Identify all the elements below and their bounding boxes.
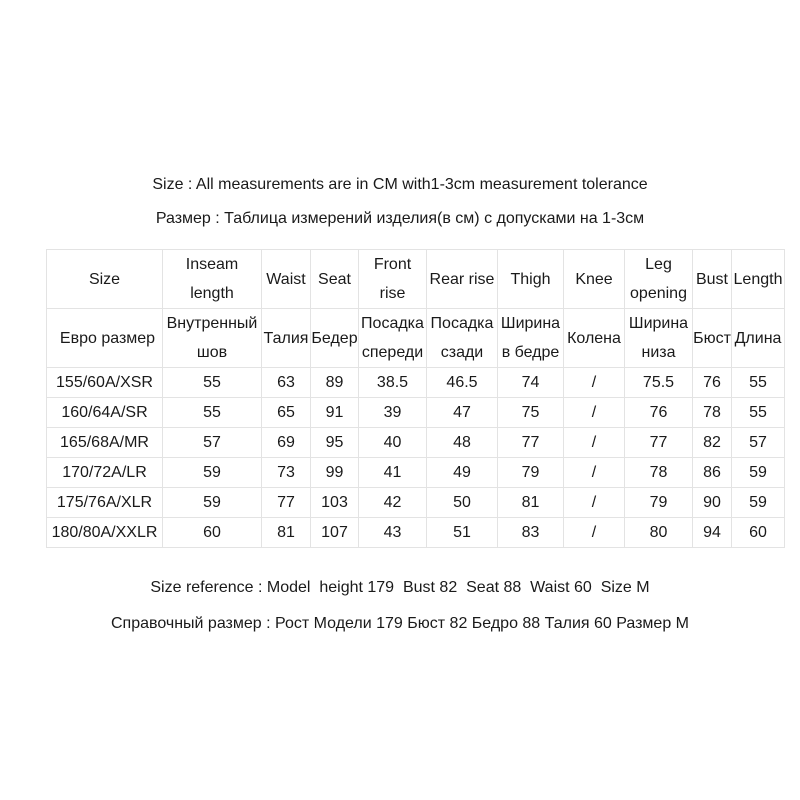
size-caption-en: Size : All measurements are in CM with1-3cm measurement tolerance xyxy=(152,176,648,193)
cell-front-rise: 39 xyxy=(359,398,427,428)
header-cell-knee xyxy=(564,309,625,368)
cell-rear-rise: 47 xyxy=(427,398,498,428)
header-cell-seat xyxy=(311,309,359,368)
table-row xyxy=(47,368,785,398)
cell-knee: / xyxy=(564,518,625,548)
header-cell-inseam-length xyxy=(163,309,262,368)
header-label-line1: Бедер xyxy=(311,329,358,347)
table-row xyxy=(47,458,785,488)
cell-waist: 65 xyxy=(262,398,311,428)
header-label-line2: в бедре xyxy=(501,344,560,361)
size-reference-ru: Справочный размер : Рост Модели 179 Бюст 82 Бедро 88 Талия 60 Размер M xyxy=(110,615,689,632)
cell-length: 59 xyxy=(732,458,785,488)
cell-seat: 95 xyxy=(311,428,359,458)
header-cell-front-rise xyxy=(359,250,427,309)
cell-front-rise: 40 xyxy=(359,428,427,458)
header-cell-knee xyxy=(564,250,625,309)
cell-front-rise: 38.5 xyxy=(359,368,427,398)
cell-leg-opening: 79 xyxy=(625,488,693,518)
header-label-line1: Leg xyxy=(645,256,672,273)
header-cell-inseam-length xyxy=(163,250,262,309)
cell-waist: 73 xyxy=(262,458,311,488)
header-cell-seat xyxy=(311,250,359,309)
header-label-line1: Length xyxy=(733,270,783,288)
header-label-line2: length xyxy=(190,285,234,302)
header-cell-leg-opening xyxy=(625,250,693,309)
cell-bust: 76 xyxy=(693,368,732,398)
cell-front-rise: 43 xyxy=(359,518,427,548)
cell-thigh: 79 xyxy=(498,458,564,488)
header-label-line1: Waist xyxy=(266,270,306,288)
cell-size: 170/72A/LR xyxy=(47,458,163,488)
header-row-ru xyxy=(47,309,785,368)
header-cell-thigh xyxy=(498,309,564,368)
header-label-line1: Knee xyxy=(575,270,613,288)
header-cell-size xyxy=(47,250,163,309)
size-reference-en: Size reference : Model height 179 Bust 82 Seat 88 Waist 60 Size M xyxy=(150,579,650,596)
cell-rear-rise: 46.5 xyxy=(427,368,498,398)
cell-front-rise: 41 xyxy=(359,458,427,488)
header-label-line1: Посадка xyxy=(430,315,494,332)
cell-thigh: 83 xyxy=(498,518,564,548)
cell-length: 57 xyxy=(732,428,785,458)
header-label-line1: Front xyxy=(373,256,412,273)
header-cell-rear-rise xyxy=(427,250,498,309)
header-label-line1: Thigh xyxy=(510,270,551,288)
cell-rear-rise: 49 xyxy=(427,458,498,488)
size-caption-ru: Размер : Таблица измерений изделия(в см) с допусками на 1-3см xyxy=(155,210,645,227)
cell-length: 55 xyxy=(732,368,785,398)
cell-thigh: 77 xyxy=(498,428,564,458)
header-label-line2: шов xyxy=(196,344,228,361)
header-label-line1: Талия xyxy=(263,329,309,347)
cell-knee: / xyxy=(564,398,625,428)
header-label-line2: сзади xyxy=(440,344,484,361)
header-cell-rear-rise xyxy=(427,309,498,368)
cell-size: 160/64A/SR xyxy=(47,398,163,428)
header-cell-leg-opening xyxy=(625,309,693,368)
cell-length: 59 xyxy=(732,488,785,518)
header-label-line1: Rear rise xyxy=(429,270,495,288)
header-label-line2: rise xyxy=(379,285,406,302)
cell-seat: 103 xyxy=(311,488,359,518)
cell-thigh: 81 xyxy=(498,488,564,518)
cell-size: 180/80A/XXLR xyxy=(47,518,163,548)
cell-rear-rise: 51 xyxy=(427,518,498,548)
cell-leg-opening: 78 xyxy=(625,458,693,488)
header-label-line1: Посадка xyxy=(361,315,424,332)
cell-seat: 91 xyxy=(311,398,359,428)
cell-bust: 90 xyxy=(693,488,732,518)
header-cell-waist xyxy=(262,250,311,309)
cell-waist: 63 xyxy=(262,368,311,398)
header-label-line1: Ширина xyxy=(628,315,689,332)
cell-bust: 78 xyxy=(693,398,732,428)
table-row xyxy=(47,428,785,458)
cell-inseam-length: 57 xyxy=(163,428,262,458)
cell-knee: / xyxy=(564,488,625,518)
header-row-en xyxy=(47,250,785,309)
cell-length: 55 xyxy=(732,398,785,428)
cell-thigh: 74 xyxy=(498,368,564,398)
header-label-line1: Евро размер xyxy=(59,329,156,347)
header-label-line2: opening xyxy=(630,285,687,302)
cell-size: 155/60A/XSR xyxy=(47,368,163,398)
header-label-line1: Inseam xyxy=(185,256,239,273)
cell-inseam-length: 55 xyxy=(163,398,262,428)
size-table xyxy=(46,249,785,548)
cell-leg-opening: 77 xyxy=(625,428,693,458)
cell-inseam-length: 60 xyxy=(163,518,262,548)
header-label-line1: Ширина xyxy=(500,315,561,332)
header-cell-waist xyxy=(262,309,311,368)
cell-rear-rise: 48 xyxy=(427,428,498,458)
header-label-line1: Внутренный xyxy=(166,315,258,332)
header-label-line1: Колена xyxy=(567,329,621,347)
cell-waist: 77 xyxy=(262,488,311,518)
header-cell-length xyxy=(732,250,785,309)
cell-front-rise: 42 xyxy=(359,488,427,518)
header-cell-bust xyxy=(693,250,732,309)
header-label-line1: Seat xyxy=(318,270,351,288)
cell-seat: 99 xyxy=(311,458,359,488)
cell-knee: / xyxy=(564,368,625,398)
header-cell-thigh xyxy=(498,250,564,309)
cell-bust: 82 xyxy=(693,428,732,458)
cell-leg-opening: 80 xyxy=(625,518,693,548)
cell-size: 165/68A/MR xyxy=(47,428,163,458)
cell-knee: / xyxy=(564,428,625,458)
table-row xyxy=(47,398,785,428)
header-label-line2: спереди xyxy=(361,344,424,361)
table-row xyxy=(47,488,785,518)
cell-seat: 107 xyxy=(311,518,359,548)
header-label-line1: Длина xyxy=(734,329,782,347)
header-cell-length xyxy=(732,309,785,368)
header-label-line1: Size xyxy=(88,270,121,288)
cell-waist: 81 xyxy=(262,518,311,548)
cell-bust: 86 xyxy=(693,458,732,488)
header-label-line1: Bust xyxy=(695,270,728,288)
cell-inseam-length: 59 xyxy=(163,458,262,488)
cell-inseam-length: 59 xyxy=(163,488,262,518)
cell-thigh: 75 xyxy=(498,398,564,428)
header-label-line1: Бюст xyxy=(693,329,731,347)
table-row xyxy=(47,518,785,548)
cell-bust: 94 xyxy=(693,518,732,548)
cell-waist: 69 xyxy=(262,428,311,458)
cell-length: 60 xyxy=(732,518,785,548)
cell-leg-opening: 76 xyxy=(625,398,693,428)
cell-size: 175/76A/XLR xyxy=(47,488,163,518)
header-cell-size xyxy=(47,309,163,368)
header-cell-bust xyxy=(693,309,732,368)
cell-seat: 89 xyxy=(311,368,359,398)
header-label-line2: низа xyxy=(641,344,676,361)
cell-leg-opening: 75.5 xyxy=(625,368,693,398)
cell-knee: / xyxy=(564,458,625,488)
cell-inseam-length: 55 xyxy=(163,368,262,398)
cell-rear-rise: 50 xyxy=(427,488,498,518)
header-cell-front-rise xyxy=(359,309,427,368)
